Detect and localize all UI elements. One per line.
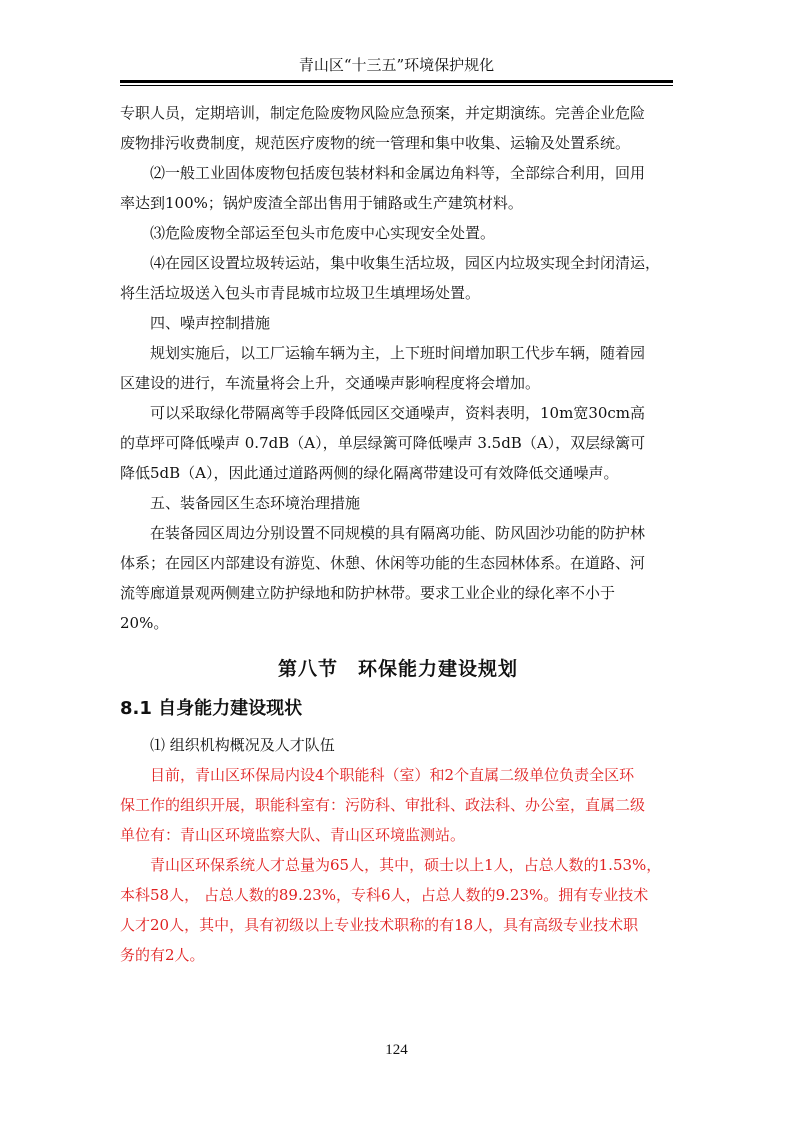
paragraph-line: 20%。 (120, 614, 169, 632)
section-heading: 第八节 环保能力建设规划 (277, 658, 518, 680)
paragraph-line: ⑷在园区设置垃圾转运站，集中收集生活垃圾，园区内垃圾实现全封闭清运， (150, 254, 661, 272)
running-header: 青山区“十三五”环境保护规化 (298, 56, 495, 74)
paragraph-line: 可以采取绿化带隔离等手段降低园区交通噪声，资料表明，10m宽30cm高 (150, 404, 646, 422)
paragraph-line: 降低5dB（A），因此通过道路两侧的绿化隔离带建设可有效降低交通噪声。 (120, 464, 619, 482)
paragraph-line: 本科58人， 占总人数的89.23%，专科6人，占总人数的9.23%。拥有专业技术 (120, 886, 649, 904)
page-number: 124 (385, 1042, 408, 1058)
paragraph (120, 850, 676, 970)
subsection-heading: 8.1 自身能力建设现状 (120, 698, 303, 719)
paragraph-line: 专职人员，定期培训，制定危险废物风险应急预案，并定期演练。完善企业危险 (120, 104, 646, 122)
body-paragraphs-top (120, 98, 676, 638)
paragraph (120, 398, 676, 488)
paragraph (120, 518, 676, 638)
paragraph (120, 760, 676, 850)
paragraph-line: 单位有：青山区环境监察大队、青山区环境监测站。 (120, 826, 466, 844)
paragraph (120, 488, 676, 518)
paragraph-line: 人才20人，其中，具有初级以上专业技术职称的有18人，具有高级专业技术职 (120, 916, 639, 934)
paragraph-line: 务的有2人。 (120, 946, 205, 964)
paragraph (120, 308, 676, 338)
paragraph-line: 目前，青山区环保局内设4个职能科（室）和2个直属二级单位负责全区环 (150, 766, 635, 784)
item-heading: ⑴ 组织机构概况及人才队伍 (150, 736, 335, 754)
paragraph-line: 的草坪可降低噪声 0.7dB（A），单层绿篱可降低噪声 3.5dB（A），双层绿篱可 (120, 434, 646, 452)
header-rule-thick (120, 80, 673, 83)
paragraph (120, 218, 676, 248)
paragraph-line: 四、噪声控制措施 (150, 314, 271, 332)
header-rule-thin (120, 85, 673, 86)
body-paragraphs-red (120, 760, 676, 970)
paragraph-line: 率达到100%；锅炉废渣全部出售用于铺路或生产建筑材料。 (120, 194, 523, 212)
paragraph (120, 158, 676, 218)
paragraph-line: 保工作的组织开展，职能科室有：污防科、审批科、政法科、办公室，直属二级 (120, 796, 646, 814)
paragraph-line: 废物排污收费制度，规范医疗废物的统一管理和集中收集、运输及处置系统。 (120, 134, 631, 152)
paragraph-line: 规划实施后，以工厂运输车辆为主，上下班时间增加职工代步车辆，随着园 (150, 344, 646, 362)
paragraph-line: 在装备园区周边分别设置不同规模的具有隔离功能、防风固沙功能的防护林 (150, 524, 646, 542)
paragraph-line: 五、装备园区生态环境治理措施 (150, 494, 361, 512)
paragraph-line: 区建设的进行，车流量将会上升，交通噪声影响程度将会增加。 (120, 374, 541, 392)
paragraph-line: 将生活垃圾送入包头市青昆城市垃圾卫生填埋场处置。 (120, 284, 481, 302)
paragraph-line: 青山区环保系统人才总量为65人，其中，硕士以上1人，占总人数的1.53%， (150, 856, 662, 874)
paragraph-line: 体系；在园区内部建设有游览、休憩、休闲等功能的生态园林体系。在道路、河 (120, 554, 646, 572)
paragraph-line: ⑶危险废物全部运至包头市危废中心实现安全处置。 (150, 224, 496, 242)
paragraph (120, 248, 676, 308)
paragraph (120, 338, 676, 398)
paragraph-line: ⑵一般工业固体废物包括废包装材料和金属边角料等，全部综合利用，回用 (150, 164, 646, 182)
paragraph-line: 流等廊道景观两侧建立防护绿地和防护林带。要求工业企业的绿化率不小于 (120, 584, 616, 602)
paragraph (120, 98, 676, 158)
document-body (120, 98, 676, 970)
